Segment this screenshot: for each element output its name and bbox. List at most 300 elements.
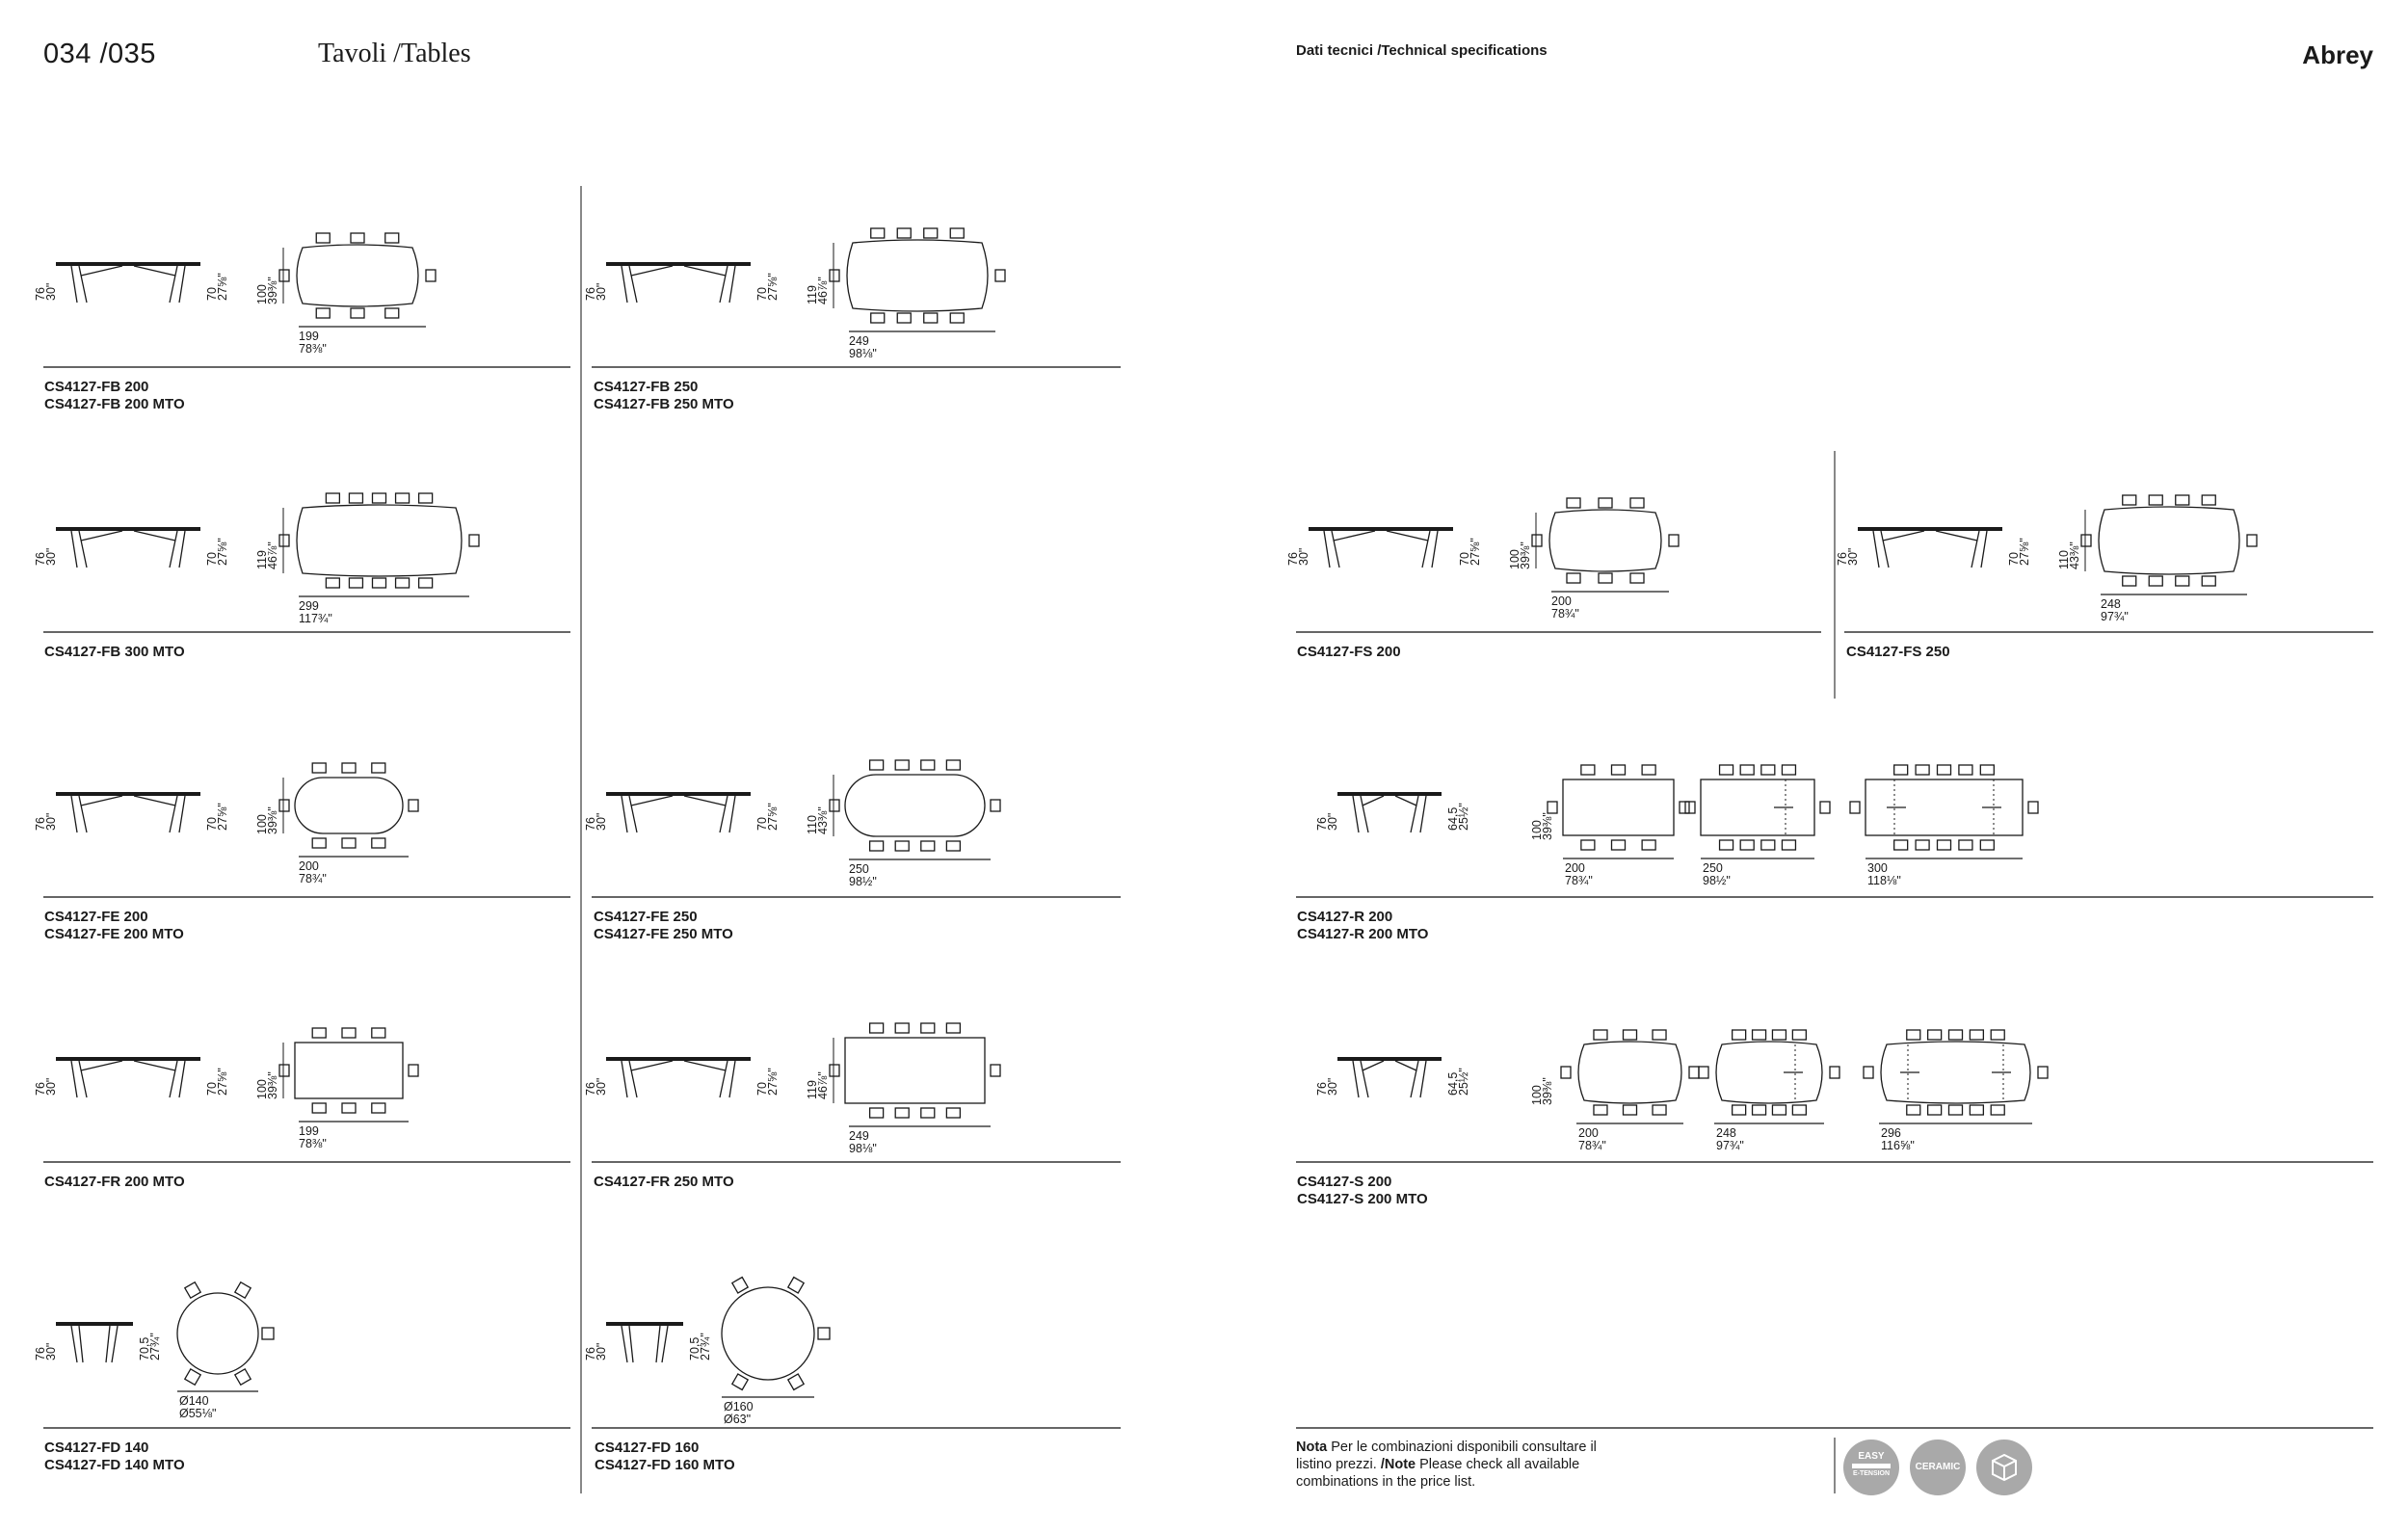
table-leg <box>656 1326 660 1362</box>
chair <box>1720 840 1733 850</box>
chair <box>870 760 884 770</box>
table-leg <box>170 266 177 303</box>
table-leg <box>729 796 735 832</box>
chair <box>1938 840 1951 850</box>
chair <box>921 760 935 770</box>
height-cm-label: 76 <box>584 817 597 831</box>
top-height-in-label: 27⅝" <box>766 803 780 831</box>
brand-name: Abrey <box>2302 40 2373 69</box>
table-brace <box>81 531 122 541</box>
top-height-cm-label: 70 <box>755 817 769 831</box>
chair <box>235 1282 251 1298</box>
table-brace <box>134 796 175 806</box>
top-height-in-label: 27⅝" <box>216 803 229 831</box>
table-leg <box>1432 531 1438 568</box>
chair <box>1612 840 1626 850</box>
chair <box>2202 495 2215 505</box>
fb300-drawing <box>34 477 559 631</box>
chair <box>1653 1030 1666 1040</box>
chair <box>830 270 839 281</box>
table-leg <box>622 1061 627 1097</box>
code-block <box>594 379 734 413</box>
table-leg <box>1324 531 1330 568</box>
top-view <box>830 760 1000 851</box>
chair <box>185 1369 200 1385</box>
chair <box>419 493 433 503</box>
table-leg <box>1411 1061 1418 1097</box>
width-cm-label: 100 <box>255 814 269 834</box>
divider <box>1296 896 2373 898</box>
table-brace <box>81 1061 122 1070</box>
code-block <box>594 1174 734 1191</box>
table-leg <box>79 1326 83 1362</box>
chair <box>1850 802 1860 813</box>
chair <box>1581 840 1595 850</box>
product-code: CS4127-FE 200 <box>44 909 148 925</box>
top-height-in-label: 27¾" <box>148 1333 162 1360</box>
table-top <box>1858 527 2002 531</box>
length-in-label: 78⅜" <box>299 342 327 356</box>
top-view <box>1850 765 2038 850</box>
top-height-in-label: 25½" <box>1457 1068 1470 1096</box>
section-title: Tavoli /Tables <box>318 39 471 68</box>
table-brace <box>1363 1061 1384 1070</box>
table-outline <box>1549 510 1661 571</box>
table-leg <box>1420 796 1426 832</box>
side-view <box>56 527 200 568</box>
chair <box>349 578 362 588</box>
chair <box>1792 1030 1806 1040</box>
package-box-icon <box>1976 1440 2032 1495</box>
chair <box>1928 1105 1942 1115</box>
chair <box>1959 840 1972 850</box>
chair <box>1761 765 1775 775</box>
top-height-cm-label: 70 <box>1458 552 1471 566</box>
table-leg <box>720 796 728 832</box>
top-view <box>1532 498 1679 583</box>
length-cm-label: 299 <box>299 599 319 613</box>
height-cm-label: 76 <box>584 1082 597 1096</box>
chair <box>342 763 356 773</box>
top-height-in-label: 27¾" <box>699 1333 712 1360</box>
chair <box>2247 535 2257 546</box>
side-view <box>1309 527 1453 568</box>
top-height-cm-label: 64,5 <box>1446 1071 1460 1096</box>
top-height-in-label: 27⅝" <box>1469 538 1482 566</box>
table-brace <box>1395 1061 1416 1070</box>
table-leg <box>112 1326 118 1362</box>
chair <box>1907 1105 1920 1115</box>
chair <box>1548 802 1557 813</box>
top-height-in-label: 27⅝" <box>216 273 229 301</box>
divider <box>1296 1427 2373 1429</box>
chair <box>870 1108 884 1118</box>
height-in-label: 30" <box>44 1077 58 1096</box>
chair <box>2149 576 2162 586</box>
table-leg <box>720 1061 728 1097</box>
table-top <box>56 262 200 266</box>
chair <box>1685 802 1695 813</box>
table-leg <box>179 1061 185 1097</box>
length-cm-label: 249 <box>849 334 869 348</box>
code-block <box>594 909 733 943</box>
top-view <box>177 1282 274 1385</box>
fe200-drawing <box>34 742 559 896</box>
divider <box>43 1427 570 1429</box>
divider <box>43 896 570 898</box>
table-top <box>56 792 200 796</box>
table-leg <box>170 796 177 832</box>
length-in-label: 78¾" <box>1565 874 1593 887</box>
length-cm-label: 200 <box>1578 1126 1599 1140</box>
chair <box>991 800 1000 811</box>
chair <box>372 838 385 848</box>
chair <box>426 270 436 281</box>
length-in-label: 98⅛" <box>849 347 877 360</box>
table-leg <box>1981 531 1987 568</box>
product-code: CS4127-FR 200 MTO <box>44 1174 185 1190</box>
length-cm-label: 250 <box>1703 861 1723 875</box>
chair <box>342 1103 356 1113</box>
chair <box>373 578 386 588</box>
s200-drawing <box>1291 1007 2380 1161</box>
chair <box>895 1108 909 1118</box>
chair <box>1532 535 1542 546</box>
product-code: CS4127-R 200 <box>1297 909 1393 925</box>
width-in-label: 46⅞" <box>266 541 279 569</box>
length-cm-label: 296 <box>1881 1126 1901 1140</box>
length-in-label: 78⅜" <box>299 1137 327 1150</box>
table-leg <box>179 796 185 832</box>
chair <box>1916 840 1929 850</box>
chair <box>946 841 960 851</box>
length-in-label: 98½" <box>849 875 877 888</box>
chair <box>1949 1030 1963 1040</box>
height-cm-label: 76 <box>34 817 47 831</box>
length-cm-label: 199 <box>299 330 319 343</box>
table-top <box>606 792 751 796</box>
chair <box>1830 1067 1839 1078</box>
diameter-in-label: Ø63" <box>724 1413 752 1426</box>
chair <box>1630 498 1644 508</box>
length-cm-label: 200 <box>299 859 319 873</box>
table-leg <box>1332 531 1339 568</box>
chair <box>262 1328 274 1339</box>
width-in-label: 43⅜" <box>2068 541 2081 569</box>
chair <box>897 228 911 238</box>
chair <box>1991 1105 2004 1115</box>
table-leg <box>170 531 177 568</box>
top-view <box>1561 1030 1699 1115</box>
chair <box>312 838 326 848</box>
easy-tension-label: E-TENSION <box>1852 1470 1891 1477</box>
table-leg <box>629 266 637 303</box>
side-view <box>606 1322 683 1362</box>
easy-tension-icon <box>1843 1440 1899 1495</box>
side-view <box>1858 527 2002 568</box>
chair <box>924 228 938 238</box>
divider <box>43 1161 570 1163</box>
chair <box>1599 573 1612 583</box>
note-label-en: /Note <box>1380 1457 1416 1472</box>
product-code: CS4127-FS 250 <box>1846 644 1950 660</box>
column-divider <box>580 186 582 1493</box>
product-code: CS4127-R 200 MTO <box>1297 926 1429 942</box>
table-leg <box>179 531 185 568</box>
table-outline <box>847 240 988 311</box>
table-brace <box>134 266 175 276</box>
divider <box>43 631 570 633</box>
chair <box>1740 840 1754 850</box>
product-code: CS4127-FR 250 MTO <box>594 1174 734 1190</box>
table-leg <box>622 1326 627 1362</box>
width-in-label: 39⅜" <box>1541 812 1554 840</box>
product-code: CS4127-FB 250 MTO <box>594 396 734 412</box>
table-outline <box>1716 1042 1822 1103</box>
chair <box>185 1282 200 1298</box>
chair <box>1733 1105 1746 1115</box>
top-height-in-label: 27⅝" <box>766 273 780 301</box>
chair <box>1782 840 1795 850</box>
table-brace <box>1387 531 1428 541</box>
chair <box>1624 1105 1637 1115</box>
product-code: CS4127-FE 250 MTO <box>594 926 733 942</box>
table-leg <box>1353 1061 1359 1097</box>
table-outline <box>1701 779 1814 835</box>
chair <box>1894 840 1908 850</box>
chair <box>871 313 885 323</box>
product-code: CS4127-S 200 <box>1297 1174 1392 1190</box>
width-cm-label: 100 <box>1530 1085 1544 1105</box>
product-code: CS4127-FD 140 MTO <box>44 1457 185 1473</box>
table-leg <box>629 796 637 832</box>
length-cm-label: 200 <box>1565 861 1585 875</box>
chair <box>1669 535 1679 546</box>
divider <box>592 896 1121 898</box>
product-code: CS4127-S 200 MTO <box>1297 1191 1428 1207</box>
chair <box>396 493 410 503</box>
top-view <box>279 1028 418 1113</box>
column-divider <box>1834 1438 1836 1493</box>
top-height-cm-label: 70,5 <box>688 1336 701 1360</box>
chair <box>1782 765 1795 775</box>
length-in-label: 117¾" <box>299 612 332 625</box>
chair <box>1907 1030 1920 1040</box>
chair <box>830 1065 839 1076</box>
chair <box>1949 1105 1963 1115</box>
table-outline <box>297 505 462 576</box>
height-in-label: 30" <box>595 1342 608 1360</box>
chair <box>385 233 399 243</box>
width-in-label: 43⅜" <box>816 806 830 834</box>
chair <box>1624 1030 1637 1040</box>
chair <box>409 1065 418 1076</box>
chair <box>788 1374 804 1389</box>
product-code: CS4127-FB 200 <box>44 379 149 395</box>
chair <box>2202 576 2215 586</box>
chair <box>1938 765 1951 775</box>
chair <box>1642 840 1655 850</box>
chair <box>897 313 911 323</box>
width-in-label: 39⅜" <box>266 1071 279 1099</box>
diameter-in-label: Ø55⅛" <box>179 1407 217 1420</box>
fd140-drawing <box>34 1272 559 1426</box>
width-in-label: 39⅜" <box>1541 1077 1554 1105</box>
chair <box>1820 802 1830 813</box>
chair <box>1894 765 1908 775</box>
chair <box>2123 495 2136 505</box>
height-in-label: 30" <box>1297 547 1310 566</box>
product-code: CS4127-FB 300 MTO <box>44 644 185 660</box>
chair <box>1630 573 1644 583</box>
chair <box>279 270 289 281</box>
side-view <box>1337 792 1442 832</box>
table-leg <box>79 796 87 832</box>
chair <box>895 1023 909 1033</box>
table-leg <box>106 1326 110 1362</box>
table-brace <box>134 531 175 541</box>
divider <box>43 366 570 368</box>
top-view <box>1685 765 1830 850</box>
chair <box>991 1065 1000 1076</box>
table-brace <box>631 1061 673 1070</box>
chair <box>1740 765 1754 775</box>
top-view <box>2081 495 2257 586</box>
spec-title: Dati tecnici /Technical specifications <box>1296 42 1548 59</box>
code-block <box>44 644 185 661</box>
table-top <box>56 1057 200 1061</box>
product-code: CS4127-FB 250 <box>594 379 699 395</box>
width-cm-label: 100 <box>255 284 269 304</box>
table-brace <box>81 796 122 806</box>
top-view <box>279 763 418 848</box>
ceramic-label: CERAMIC <box>1915 1462 1961 1472</box>
table-brace <box>1363 796 1384 806</box>
table-leg <box>720 266 728 303</box>
table-top <box>1337 1057 1442 1061</box>
table-leg <box>1422 531 1430 568</box>
length-cm-label: 199 <box>299 1124 319 1138</box>
chair <box>946 1108 960 1118</box>
chair <box>921 1108 935 1118</box>
chair <box>349 493 362 503</box>
height-cm-label: 76 <box>1836 552 1849 566</box>
table-leg <box>622 796 627 832</box>
table-top <box>1309 527 1453 531</box>
chair <box>342 838 356 848</box>
top-view <box>1864 1030 2048 1115</box>
length-cm-label: 300 <box>1867 861 1888 875</box>
page-numbers: 034 /035 <box>43 39 156 69</box>
length-in-label: 78¾" <box>1578 1139 1606 1152</box>
table-leg <box>71 531 77 568</box>
top-height-in-label: 27⅝" <box>2018 538 2031 566</box>
box-glyph <box>1976 1440 2032 1495</box>
product-code: CS4127-FD 160 <box>595 1440 700 1456</box>
chair <box>326 493 339 503</box>
chair <box>385 308 399 318</box>
chair <box>1594 1105 1607 1115</box>
length-cm-label: 248 <box>2101 597 2121 611</box>
table-outline <box>722 1287 814 1380</box>
code-block <box>44 1440 185 1474</box>
table-leg <box>662 1326 668 1362</box>
table-outline <box>845 1038 985 1103</box>
diameter-cm-label: Ø160 <box>724 1400 754 1413</box>
top-view <box>1548 765 1689 850</box>
table-top <box>606 1057 751 1061</box>
table-brace <box>1395 796 1416 806</box>
chair <box>1612 765 1626 775</box>
chair <box>396 578 410 588</box>
top-height-in-label: 25½" <box>1457 803 1470 831</box>
top-view <box>279 233 436 318</box>
table-leg <box>179 266 185 303</box>
table-outline <box>295 1043 403 1098</box>
table-leg <box>71 266 77 303</box>
chair <box>342 1028 356 1038</box>
chair <box>1567 498 1580 508</box>
table-brace <box>1883 531 1924 541</box>
fs250-drawing <box>1836 477 2361 631</box>
table-brace <box>684 266 726 276</box>
chair <box>895 760 909 770</box>
width-in-label: 39⅜" <box>1519 541 1532 569</box>
table-leg <box>622 266 627 303</box>
height-in-label: 30" <box>1846 547 1860 566</box>
height-in-label: 30" <box>44 547 58 566</box>
height-in-label: 30" <box>595 812 608 831</box>
chair <box>372 763 385 773</box>
chair <box>1753 1105 1766 1115</box>
easy-label: EASY <box>1858 1451 1885 1462</box>
chair <box>326 578 339 588</box>
top-view <box>830 228 1005 323</box>
table-leg <box>71 796 77 832</box>
code-block <box>44 909 184 943</box>
height-cm-label: 76 <box>1286 552 1300 566</box>
chair <box>924 313 938 323</box>
height-cm-label: 76 <box>1315 817 1329 831</box>
table-leg <box>79 266 87 303</box>
width-cm-label: 100 <box>1508 549 1522 569</box>
table-brace <box>684 796 726 806</box>
top-height-cm-label: 64,5 <box>1446 806 1460 831</box>
chair <box>830 800 839 811</box>
chair <box>1689 1067 1699 1078</box>
length-in-label: 116⅝" <box>1881 1139 1915 1152</box>
fb250-drawing <box>584 212 1109 366</box>
table-leg <box>79 531 87 568</box>
fr200-drawing <box>34 1007 559 1161</box>
side-view <box>606 792 751 832</box>
chair <box>1980 765 1994 775</box>
width-in-label: 46⅞" <box>816 1071 830 1099</box>
height-cm-label: 76 <box>34 1082 47 1096</box>
height-cm-label: 76 <box>1315 1082 1329 1096</box>
chair <box>732 1374 748 1389</box>
side-view <box>56 792 200 832</box>
diameter-cm-label: Ø140 <box>179 1394 209 1408</box>
top-height-cm-label: 70 <box>2007 552 2021 566</box>
note-text-en: Please check all available combinations in the price list. <box>1296 1457 1580 1490</box>
table-brace <box>134 1061 175 1070</box>
table-leg <box>1873 531 1879 568</box>
length-in-label: 98⅛" <box>849 1142 877 1155</box>
table-leg <box>1881 531 1889 568</box>
product-code: CS4127-FS 200 <box>1297 644 1401 660</box>
chair <box>732 1278 748 1293</box>
